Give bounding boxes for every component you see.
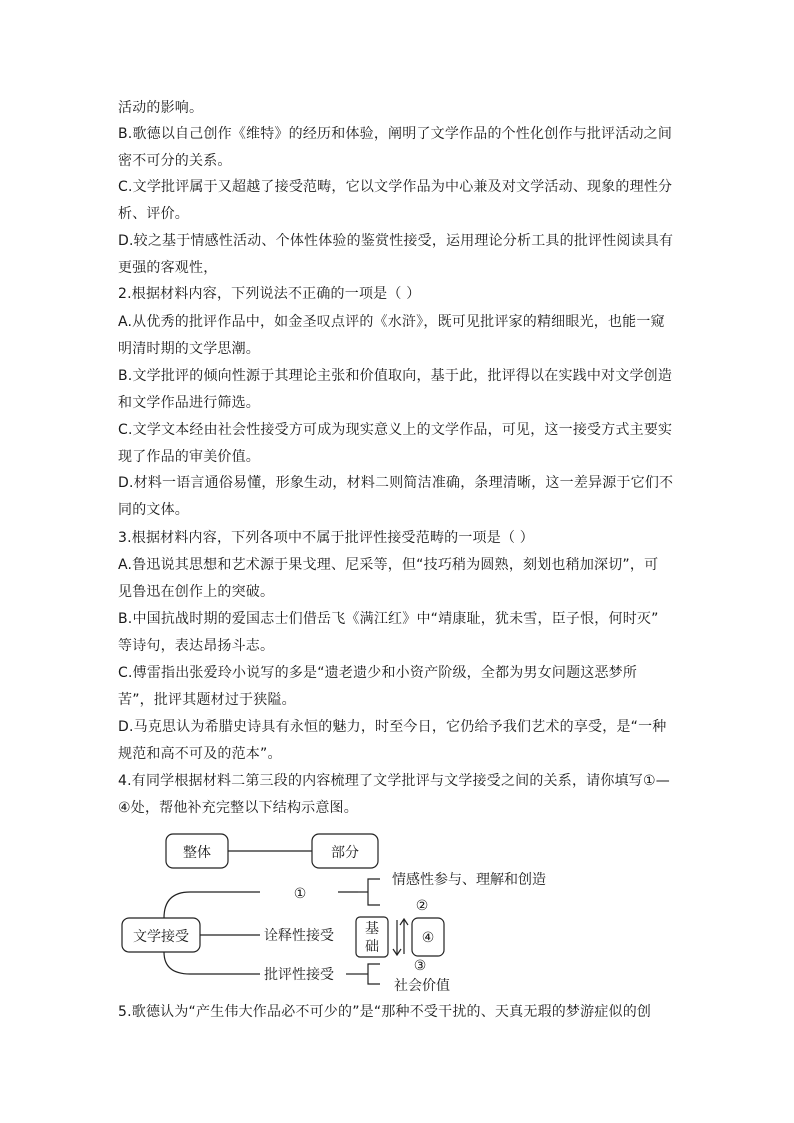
- interpretive-label: 诠释性接受: [264, 928, 334, 944]
- text-line: 和文学作品进行筛选。: [118, 395, 260, 411]
- text-line: 明清时期的文学思潮。: [118, 341, 260, 357]
- text-line: 3.根据材料内容，下列各项中不属于批评性接受范畴的一项是（ ）: [118, 530, 535, 546]
- text-line: 更强的客观性，: [118, 260, 218, 276]
- social-value-label: 社会价值: [394, 978, 450, 994]
- basis-top-label: 基: [365, 921, 379, 937]
- text-line: 同的文体。: [118, 502, 189, 518]
- text-line: 2.根据材料内容，下列说法不正确的一项是（ ）: [118, 286, 421, 302]
- text-line: 密不可分的关系。: [118, 153, 232, 169]
- diagram-svg: [110, 826, 580, 998]
- part-label: 部分: [331, 845, 359, 861]
- text-line: D.较之基于情感性活动、个体性体验的鉴赏性接受，运用理论分析工具的批评性阅读具有: [118, 233, 674, 249]
- text-line: A.鲁迅说其思想和艺术源于果戈理、尼采等，但“技巧稍为圆熟，刻划也稍加深切”，可: [118, 557, 659, 573]
- text-line: ④处，帮他补充完整以下结构示意图。: [118, 800, 358, 816]
- text-line: 规范和高不可及的范本”。: [118, 746, 282, 762]
- blank-4: ④: [421, 930, 435, 946]
- text-line: 4.有同学根据材料二第三段的内容梳理了文学批评与文学接受之间的关系，请你填写①—: [118, 773, 670, 789]
- text-line: C.文学批评属于又超越了接受范畴，它以文学作品为中心兼及对文学活动、现象的理性分: [118, 179, 673, 195]
- text-line: D.马克思认为希腊史诗具有永恒的魅力，时至今日，它仍给予我们艺术的享受，是“一种: [118, 719, 667, 735]
- whole-label: 整体: [183, 845, 211, 861]
- basis-bottom-label: 础: [365, 939, 379, 955]
- text-line: D.材料一语言通俗易懂，形象生动，材料二则简洁准确，条理清晰，这一差异源于它们不: [118, 475, 674, 491]
- critical-label: 批评性接受: [264, 967, 334, 983]
- blank-2: ②: [415, 898, 429, 914]
- text-line: 苦”，批评其题材过于狭隘。: [118, 692, 296, 708]
- text-line: 等诗句，表达昂扬斗志。: [118, 638, 275, 654]
- text-line: 现了作品的审美价值。: [118, 449, 260, 465]
- branch-bottom: [164, 952, 260, 974]
- text-line: 析、评价。: [118, 206, 189, 222]
- text-line: B.歌德以自己创作《维特》的经历和体验，阐明了文学作品的个性化创作与批评活动之间: [118, 126, 673, 142]
- structure-diagram: [110, 826, 580, 998]
- bracket-3: [368, 964, 380, 984]
- blank-1: ①: [293, 886, 307, 902]
- text-line: 见鲁迅在创作上的突破。: [118, 584, 275, 600]
- literary-reception-label: 文学接受: [133, 929, 189, 945]
- text-line: A.从优秀的批评作品中，如金圣叹点评的《水浒》，既可见批评家的精细眼光，也能一窥: [118, 314, 665, 330]
- text-line: C.傅雷指出张爱玲小说写的多是“遗老遗少和小资产阶级，全都为男女问题这恶梦所: [118, 665, 638, 681]
- text-line: B.文学批评的倾向性源于其理论主张和价值取向，基于此，批评得以在实践中对文学创造: [118, 368, 673, 384]
- branch-top: [164, 892, 260, 918]
- question-5-line: 5.歌德认为“产生伟大作品必不可少的”是“那种不受干扰的、天真无瑕的梦游症似的创: [118, 1004, 652, 1020]
- text-line: B.中国抗战时期的爱国志士们借岳飞《满江红》中“靖康耻，犹未雪，臣子恨，何时灭”: [118, 611, 659, 627]
- bracket-1: [368, 879, 380, 905]
- text-line: 活动的影响。: [118, 100, 204, 116]
- emotional-label: 情感性参与、理解和创造: [392, 872, 546, 888]
- text-line: C.文学文本经由社会性接受方可成为现实意义上的文学作品，可见，这一接受方式主要实: [118, 422, 673, 438]
- blank-3: ③: [413, 958, 427, 974]
